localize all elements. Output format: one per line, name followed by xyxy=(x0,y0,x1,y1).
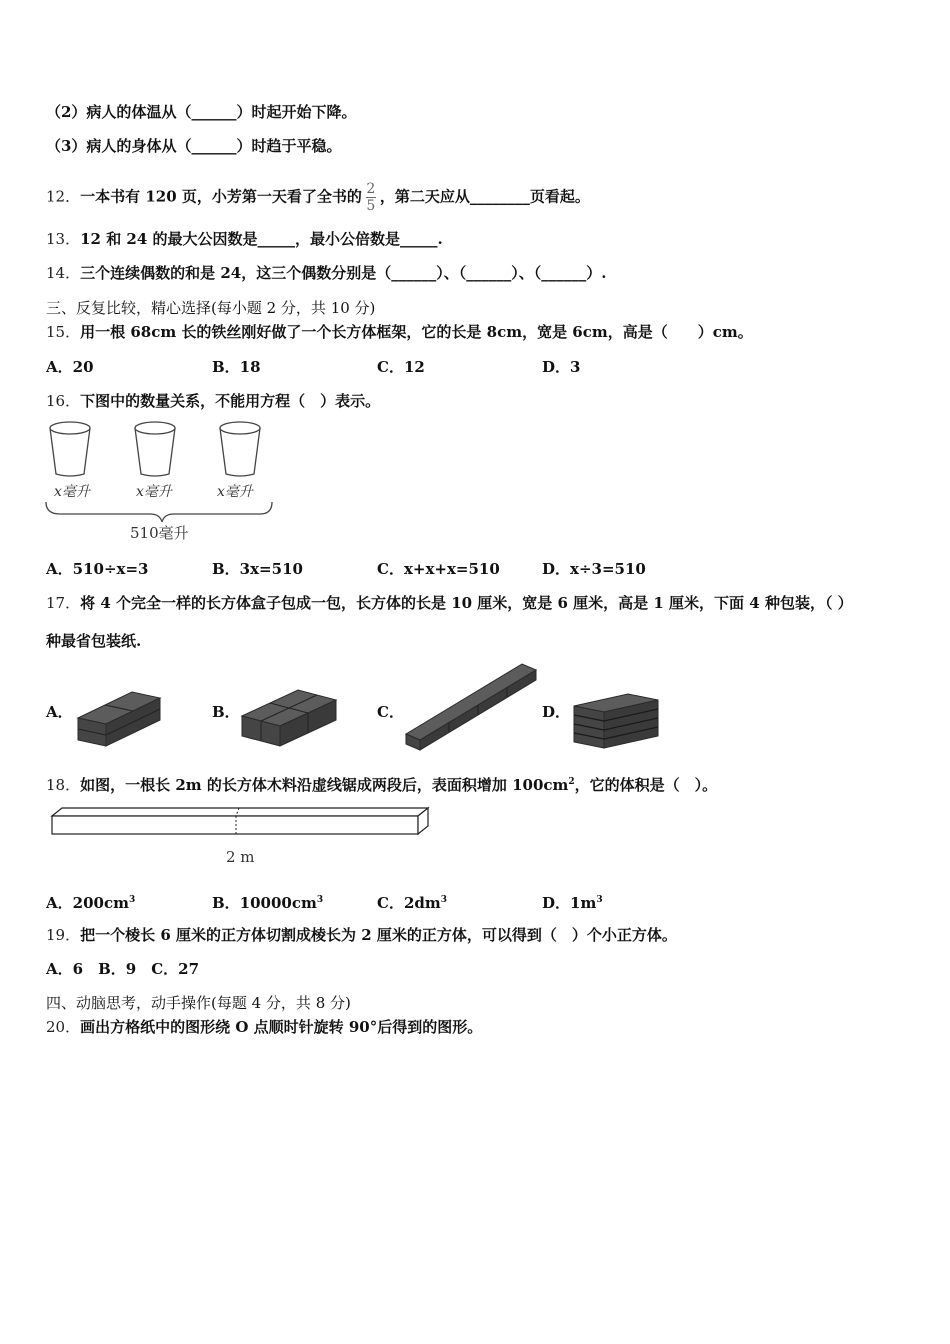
question-number: 12． xyxy=(46,187,81,206)
cup-3 xyxy=(220,422,260,476)
question-text-end: ，第二天应从________页看起。 xyxy=(379,187,590,206)
question-number: 17． xyxy=(46,594,81,612)
q19-options[interactable]: A．6 B．9 C．27 xyxy=(46,960,200,978)
q17-option-c[interactable]: C． xyxy=(377,703,404,721)
question-20 xyxy=(46,1017,482,1037)
question-text: 如图，一根长 2m 的长方体木料沿虚线锯成两段后，表面积增加 100cm xyxy=(80,776,569,794)
question-number: 18． xyxy=(46,776,81,794)
question-text-superscript: 2 xyxy=(568,777,575,787)
q17-box-a xyxy=(76,686,166,750)
question-17 xyxy=(46,593,853,613)
q18-option-d[interactable]: D．$1m^3$ xyxy=(542,894,603,912)
cups-figure xyxy=(40,418,280,548)
q11-sub2: （2）病人的体温从（______）时起开始下降。 xyxy=(46,103,357,121)
fraction xyxy=(366,182,376,213)
question-number: 19． xyxy=(46,926,81,944)
question-text: 12 和 24 的最大公因数是_____，最小公倍数是_____. xyxy=(80,230,443,248)
q18-option-b[interactable]: B．$10000cm^3$ xyxy=(212,894,324,912)
q18-option-c[interactable]: C．$2dm^3$ xyxy=(377,894,448,912)
fraction-denominator: 5 xyxy=(366,198,376,214)
q15-option-a[interactable]: A．20 xyxy=(46,358,94,376)
question-text-end: ，它的体积是（ ）。 xyxy=(574,776,718,794)
brace xyxy=(46,502,272,522)
q11-sub3: （3）病人的身体从（______）时趋于平稳。 xyxy=(46,137,342,155)
question-text: 下图中的数量关系，不能用方程（ ）表示。 xyxy=(80,392,381,410)
cup-1 xyxy=(50,422,90,476)
question-number: 16． xyxy=(46,392,81,410)
question-12 xyxy=(46,182,590,213)
question-number: 14． xyxy=(46,264,81,282)
question-14 xyxy=(46,263,606,283)
q17-option-a[interactable]: A． xyxy=(46,703,73,721)
section-3-heading: 三、反复比较，精心选择(每小题 2 分，共 10 分) xyxy=(46,299,376,317)
question-text: 将 4 个完全一样的长方体盒子包成一包，长方体的长是 10 厘米，宽是 6 厘米，高是 1 厘米，下面 4 种包装，（ ） xyxy=(80,594,853,612)
q17-option-d[interactable]: D． xyxy=(542,703,571,721)
q15-option-c[interactable]: C．12 xyxy=(377,358,425,376)
question-number: 13． xyxy=(46,230,81,248)
question-number: 15． xyxy=(46,323,81,341)
section-4-heading: 四、动脑思考，动手操作(每题 4 分，共 8 分) xyxy=(46,994,351,1012)
question-13 xyxy=(46,229,443,249)
question-number: 20． xyxy=(46,1018,81,1036)
cup-3-label: x毫升 xyxy=(217,484,253,500)
question-15 xyxy=(46,322,753,342)
question-17-cont: 种最省包装纸. xyxy=(46,632,142,650)
question-text: 用一根 68cm 长的铁丝刚好做了一个长方体框架，它的长是 8cm，宽是 6cm，高是（ ）cm。 xyxy=(80,323,753,341)
q17-box-b xyxy=(240,686,340,750)
cup-2 xyxy=(135,422,175,476)
q16-option-c[interactable]: C．x+x+x=510 xyxy=(377,560,500,578)
cup-1-label: x毫升 xyxy=(54,484,90,500)
length-label: 2 m xyxy=(226,848,255,866)
q15-option-b[interactable]: B．18 xyxy=(212,358,261,376)
question-16 xyxy=(46,391,380,411)
q16-option-d[interactable]: D．x÷3=510 xyxy=(542,560,646,578)
q16-option-a[interactable]: A．510÷x=3 xyxy=(46,560,149,578)
q17-box-d xyxy=(570,690,662,752)
q17-box-c xyxy=(404,660,539,752)
question-text: 一本书有 120 页，小芳第一天看了全书的 xyxy=(80,187,362,206)
total-label: 510毫升 xyxy=(130,524,189,542)
wood-beam-figure xyxy=(46,802,436,872)
question-text: 画出方格纸中的图形绕 O 点顺时针旋转 90°后得到的图形。 xyxy=(80,1018,483,1036)
q17-option-b[interactable]: B． xyxy=(212,703,240,721)
q15-option-d[interactable]: D．3 xyxy=(542,358,581,376)
cup-2-label: x毫升 xyxy=(136,484,172,500)
question-18 xyxy=(46,772,717,795)
question-text: 把一个棱长 6 厘米的正方体切割成棱长为 2 厘米的正方体，可以得到（ ）个小正方体。 xyxy=(80,926,677,944)
question-19 xyxy=(46,925,677,945)
fraction-numerator: 2 xyxy=(366,181,376,197)
question-text: 三个连续偶数的和是 24，这三个偶数分别是（______）、（______）、（______）. xyxy=(80,264,607,282)
q16-option-b[interactable]: B．3x=510 xyxy=(212,560,303,578)
q18-option-a[interactable]: A．$200cm^3$ xyxy=(46,894,136,912)
